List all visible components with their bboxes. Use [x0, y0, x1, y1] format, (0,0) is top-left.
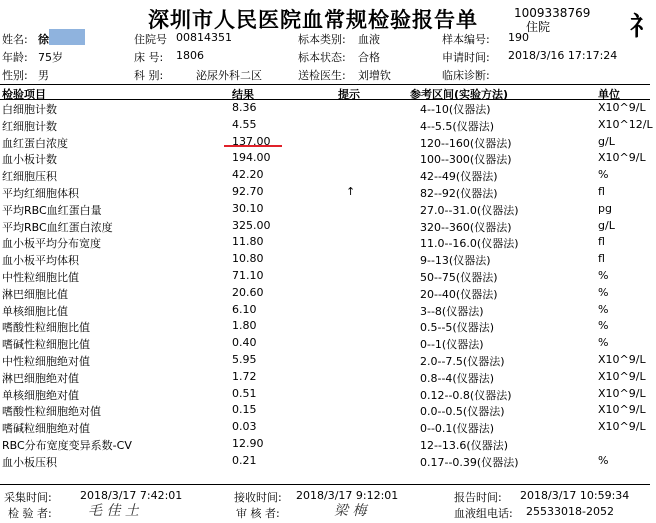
cell-ref: 120--160(仪器法) [420, 136, 512, 150]
table-row [0, 402, 650, 419]
cell-ref: 42--49(仪器法) [420, 170, 498, 184]
table-row [0, 218, 650, 235]
cell-unit: X10^9/L [598, 101, 646, 114]
cell-result: 137.00 [232, 134, 271, 148]
cell-item: 平均红细胞体积 [2, 187, 79, 200]
cell-ref: 82--92(仪器法) [420, 187, 498, 200]
specimen-state-label: 标本状态: [298, 51, 346, 64]
cell-ref: 12--13.6(仪器法) [420, 439, 509, 452]
age-value: 75岁 [38, 51, 63, 64]
cell-item: 平均RBC血红蛋白浓度 [2, 220, 113, 234]
cell-result: 0.51 [232, 386, 257, 400]
cell-result: 0.03 [232, 420, 257, 434]
cell-item: 红细胞压积 [2, 170, 57, 184]
table-row [0, 318, 650, 335]
cell-unit: X10^9/L [598, 386, 646, 400]
table-row [0, 268, 650, 285]
cell-unit: % [598, 453, 609, 467]
table-row [0, 184, 650, 201]
report-title: 深圳市人民医院血常规检验报告单 [148, 7, 478, 32]
col-header-item: 检验项目 [2, 88, 46, 101]
cell-item: 中性粒细胞绝对值 [2, 355, 90, 368]
cell-unit: % [598, 336, 609, 350]
cell-item: 血红蛋白浓度 [2, 136, 68, 150]
cell-result: 5.95 [232, 353, 257, 366]
cell-ref: 0.0--0.5(仪器法) [420, 405, 505, 419]
table-row [0, 386, 650, 403]
cell-unit: % [598, 269, 609, 282]
diagnosis-label: 临床诊断: [442, 69, 490, 82]
cell-item: 淋巴细胞绝对值 [2, 371, 79, 385]
cell-unit: X10^9/L [598, 403, 646, 417]
col-header-ref: 参考区间(实验方法) [410, 88, 509, 101]
cell-unit: X10^9/L [598, 420, 646, 434]
cell-flag: ↑ [346, 185, 356, 198]
cell-ref: 50--75(仪器法) [420, 271, 498, 284]
table-row [0, 436, 650, 453]
age-label: 年龄: [2, 51, 28, 64]
table-row [0, 419, 650, 436]
cell-unit: fl [598, 185, 605, 198]
cell-ref: 2.0--7.5(仪器法) [420, 355, 505, 368]
cell-ref: 0--0.1(仪器法) [420, 422, 495, 436]
cell-item: 嗜酸性粒细胞绝对值 [2, 405, 101, 419]
table-row [0, 167, 650, 184]
doctor-value: 刘增钦 [358, 69, 391, 82]
table-row [0, 251, 650, 268]
cell-ref: 0.12--0.8(仪器法) [420, 388, 512, 402]
report-time-label: 报告时间: [454, 491, 502, 504]
cell-result: 1.72 [232, 369, 257, 383]
corner-char: 礻 [630, 12, 656, 42]
table-row [0, 285, 650, 302]
collect-time-value: 2018/3/17 7:42:01 [80, 489, 183, 502]
phone-label: 血液组电话: [454, 507, 513, 520]
col-header-unit: 单位 [598, 88, 620, 101]
cell-item: 平均RBC血红蛋白量 [2, 203, 102, 217]
collect-time-label: 采集时间: [4, 491, 52, 504]
cell-result: 6.10 [232, 302, 257, 316]
col-header-result: 结果 [232, 88, 254, 101]
report-time-value: 2018/3/17 10:59:34 [520, 489, 630, 502]
table-row [0, 134, 650, 151]
name-mask [49, 29, 85, 45]
cell-unit: % [598, 168, 609, 182]
cell-ref: 27.0--31.0(仪器法) [420, 203, 519, 217]
cell-result: 12.90 [232, 437, 264, 450]
phone-value: 25533018-2052 [526, 505, 614, 518]
sex-label: 性别: [2, 69, 28, 82]
cell-item: 嗜碱性粒细胞比值 [2, 338, 90, 352]
cell-item: 血小板压积 [2, 455, 57, 469]
cell-unit: g/L [598, 218, 615, 232]
cell-ref: 0.5--5(仪器法) [420, 321, 495, 335]
table-top-rule [0, 84, 650, 85]
reviewer-label: 审 核 者: [236, 507, 280, 520]
cell-unit: % [598, 285, 609, 299]
cell-result: 325.00 [232, 218, 271, 232]
cell-ref: 20--40(仪器法) [420, 287, 498, 301]
sample-no-value: 190 [508, 31, 529, 44]
cell-result: 71.10 [232, 269, 264, 282]
cell-item: 单核细胞绝对值 [2, 388, 79, 402]
specimen-type-value: 血液 [358, 33, 380, 46]
table-row [0, 234, 650, 251]
sex-value: 男 [38, 69, 49, 82]
cell-unit: fl [598, 252, 605, 266]
cell-item: 中性粒细胞比值 [2, 271, 79, 284]
specimen-type-label: 标本类别: [298, 33, 346, 46]
cell-item: 血小板平均体积 [2, 254, 79, 268]
table-row [0, 117, 653, 134]
cell-item: 嗜碱粒细胞绝对值 [2, 422, 90, 436]
cell-unit: fl [598, 235, 605, 249]
apply-time-value: 2018/3/16 17:17:24 [508, 49, 618, 62]
cell-item: 淋巴细胞比值 [2, 287, 68, 301]
cell-result: 42.20 [232, 168, 264, 182]
inpatient-value: 00814351 [176, 31, 232, 44]
inpatient-label: 住院号 [134, 33, 167, 46]
cell-result: 1.80 [232, 319, 257, 333]
cell-result: 92.70 [232, 185, 264, 198]
sample-sub: 住院 [526, 20, 551, 34]
cell-ref: 0.8--4(仪器法) [420, 371, 495, 385]
table-row [0, 302, 650, 319]
tester-label: 检 验 者: [8, 507, 52, 520]
cell-result: 30.10 [232, 201, 264, 215]
table-row [0, 150, 650, 167]
receive-time-value: 2018/3/17 9:12:01 [296, 489, 399, 502]
receive-time-label: 接收时间: [234, 491, 282, 504]
name-label: 姓名: [2, 33, 28, 46]
cell-ref: 9--13(仪器法) [420, 254, 491, 268]
cell-result: 8.36 [232, 101, 257, 114]
cell-ref: 320--360(仪器法) [420, 220, 512, 234]
cell-item: 白细胞计数 [2, 103, 57, 116]
sample-id: 1009338769 [514, 6, 591, 20]
cell-unit: % [598, 319, 609, 333]
tester-signature: 毛 佳 土 [88, 503, 139, 519]
cell-result: 4.55 [232, 117, 257, 131]
col-header-flag: 提示 [338, 88, 360, 101]
cell-item: 嗜酸性粒细胞比值 [2, 321, 90, 335]
cell-ref: 3--8(仪器法) [420, 304, 484, 318]
cell-ref: 0.17--0.39(仪器法) [420, 455, 519, 469]
cell-ref: 4--10(仪器法) [420, 103, 491, 116]
apply-time-label: 申请时间: [442, 51, 490, 64]
specimen-state-value: 合格 [358, 51, 380, 64]
footer-rule [0, 484, 650, 485]
cell-item: 血小板计数 [2, 153, 57, 167]
cell-result: 0.21 [232, 453, 257, 467]
cell-result: 0.40 [232, 336, 257, 350]
cell-result: 10.80 [232, 252, 264, 266]
reviewer-signature: 梁 梅 [334, 503, 367, 519]
cell-ref: 4--5.5(仪器法) [420, 119, 495, 133]
cell-result: 11.80 [232, 235, 264, 249]
cell-item: 单核细胞比值 [2, 304, 68, 318]
cell-unit: pg [598, 201, 612, 215]
cell-result: 194.00 [232, 151, 271, 165]
bed-label: 床 号: [134, 51, 164, 64]
table-row [0, 453, 650, 470]
cell-ref: 0--1(仪器法) [420, 338, 484, 352]
cell-ref: 100--300(仪器法) [420, 153, 512, 167]
cell-result: 20.60 [232, 285, 264, 299]
cell-unit: X10^9/L [598, 369, 646, 383]
doctor-label: 送检医生: [298, 69, 346, 82]
table-row [0, 201, 650, 218]
cell-unit: X10^12/L [598, 117, 653, 131]
sample-no-label: 样本编号: [442, 33, 490, 46]
dept-value: 泌尿外科二区 [196, 69, 262, 82]
hemoglobin-highlight-underline [224, 145, 282, 147]
cell-item: 血小板平均分布宽度 [2, 237, 101, 251]
cell-unit: g/L [598, 134, 615, 148]
table-row [0, 335, 650, 352]
name-value: 徐 [38, 33, 49, 46]
bed-value: 1806 [176, 49, 204, 62]
cell-item: 红细胞计数 [2, 119, 57, 133]
cell-unit: % [598, 302, 609, 316]
cell-ref: 11.0--16.0(仪器法) [420, 237, 519, 251]
cell-unit: X10^9/L [598, 353, 646, 366]
cell-item: RBC分布宽度变异系数-CV [2, 439, 132, 452]
dept-label: 科 别: [134, 69, 164, 82]
cell-result: 0.15 [232, 403, 257, 417]
table-row [0, 100, 650, 117]
table-row [0, 352, 650, 369]
cell-unit: X10^9/L [598, 151, 646, 165]
table-row [0, 369, 650, 386]
